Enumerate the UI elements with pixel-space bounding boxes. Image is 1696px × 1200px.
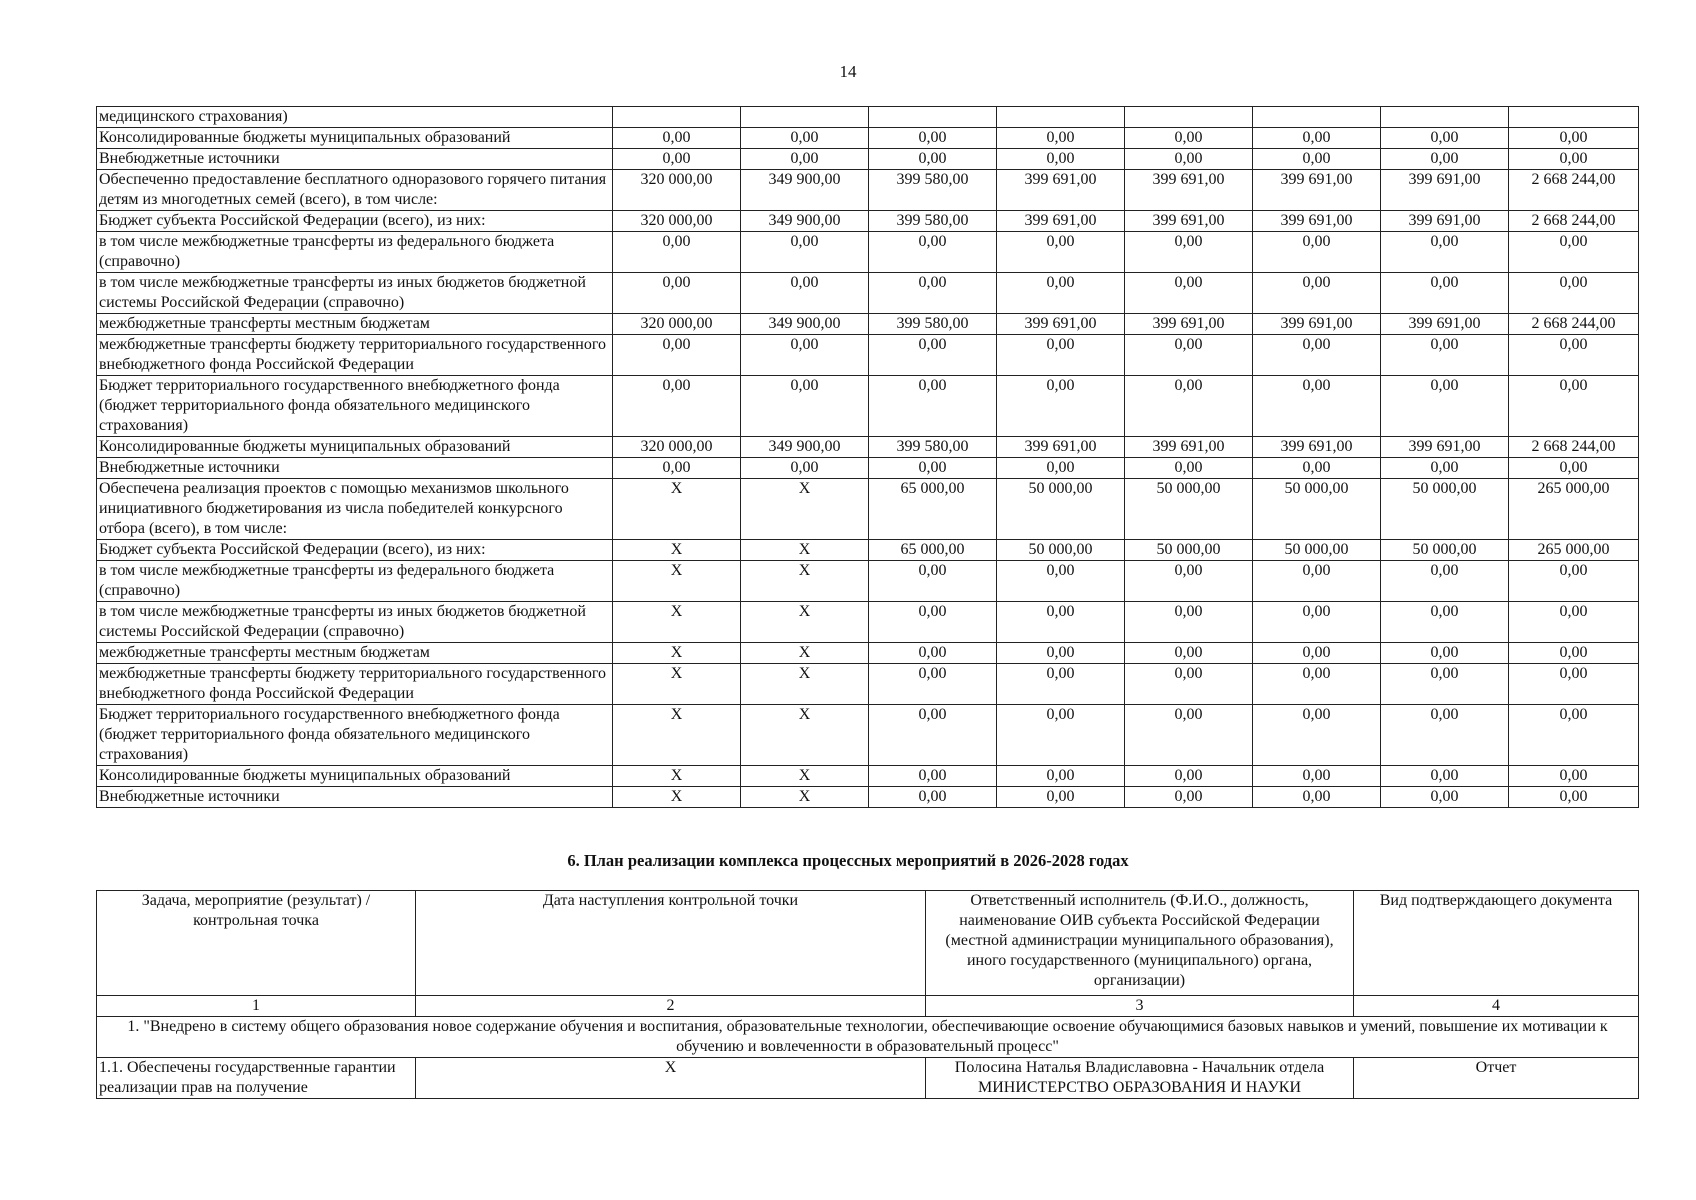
budget-value-cell: 399 691,00 — [1381, 314, 1509, 335]
plan-row-date: X — [416, 1058, 926, 1099]
budget-row — [97, 211, 1639, 232]
budget-value-cell: 0,00 — [869, 335, 997, 376]
budget-value-cell: 0,00 — [1253, 273, 1381, 314]
budget-value-cell: 399 580,00 — [869, 211, 997, 232]
budget-row-label: Бюджет территориального государственного внебюджетного фонда (бюджет территориального фонда обязательного медицинского страхования) — [97, 705, 613, 766]
plan-task-row — [97, 1017, 1639, 1058]
budget-row — [97, 107, 1639, 128]
budget-value-cell: 0,00 — [1125, 458, 1253, 479]
budget-value-cell: X — [741, 479, 869, 540]
budget-value-cell: 0,00 — [613, 335, 741, 376]
budget-value-cell: 0,00 — [613, 376, 741, 437]
budget-value-cell: 0,00 — [741, 232, 869, 273]
budget-value-cell: 399 691,00 — [1253, 211, 1381, 232]
budget-value-cell: 50 000,00 — [997, 479, 1125, 540]
plan-row-document: Отчет — [1354, 1058, 1639, 1099]
budget-value-cell: 399 691,00 — [997, 314, 1125, 335]
budget-value-cell: X — [613, 787, 741, 808]
budget-row — [97, 766, 1639, 787]
budget-value-cell: 50 000,00 — [1381, 479, 1509, 540]
budget-value-cell: 0,00 — [1509, 561, 1639, 602]
budget-value-cell: 0,00 — [997, 602, 1125, 643]
budget-value-cell — [997, 107, 1125, 128]
budget-row-label: Обеспеченно предоставление бесплатного одноразового горячего питания детям из многодетных семей (всего), в том числе: — [97, 170, 613, 211]
budget-value-cell: 0,00 — [1509, 149, 1639, 170]
budget-value-cell: X — [613, 705, 741, 766]
budget-value-cell: 2 668 244,00 — [1509, 170, 1639, 211]
budget-value-cell: 399 691,00 — [1381, 170, 1509, 211]
budget-value-cell: 0,00 — [1253, 561, 1381, 602]
header-task: Задача, мероприятие (результат) / контрольная точка — [97, 891, 416, 996]
budget-value-cell: 0,00 — [741, 273, 869, 314]
budget-value-cell: X — [613, 643, 741, 664]
budget-value-cell: X — [741, 766, 869, 787]
budget-row-label: Бюджет территориального государственного внебюджетного фонда (бюджет территориального фонда обязательного медицинского страхования) — [97, 376, 613, 437]
budget-value-cell: 320 000,00 — [613, 170, 741, 211]
budget-value-cell: 0,00 — [1509, 602, 1639, 643]
budget-value-cell: 50 000,00 — [1253, 540, 1381, 561]
budget-row-label: Консолидированные бюджеты муниципальных образований — [97, 437, 613, 458]
budget-value-cell: 0,00 — [1509, 128, 1639, 149]
budget-value-cell: 0,00 — [1253, 335, 1381, 376]
budget-value-cell: 0,00 — [741, 458, 869, 479]
budget-value-cell: 50 000,00 — [997, 540, 1125, 561]
budget-value-cell: 0,00 — [997, 149, 1125, 170]
budget-value-cell: 0,00 — [1381, 128, 1509, 149]
budget-value-cell — [869, 107, 997, 128]
column-number: 3 — [926, 996, 1354, 1017]
budget-value-cell: 50 000,00 — [1125, 540, 1253, 561]
budget-value-cell: 0,00 — [1125, 643, 1253, 664]
budget-value-cell: 0,00 — [869, 643, 997, 664]
budget-value-cell: 399 691,00 — [1125, 437, 1253, 458]
budget-value-cell: 0,00 — [997, 664, 1125, 705]
budget-row-label: в том числе межбюджетные трансферты из иных бюджетов бюджетной системы Российской Федерации (справочно) — [97, 602, 613, 643]
budget-value-cell: 65 000,00 — [869, 540, 997, 561]
budget-value-cell: 0,00 — [741, 128, 869, 149]
budget-table — [96, 106, 1639, 808]
budget-value-cell: 399 691,00 — [1125, 314, 1253, 335]
plan-column-numbers-row — [97, 996, 1639, 1017]
plan-row-executor — [926, 1058, 1354, 1099]
budget-value-cell: 0,00 — [613, 273, 741, 314]
plan-row — [97, 1058, 1639, 1099]
budget-value-cell: 0,00 — [1509, 458, 1639, 479]
budget-row — [97, 376, 1639, 437]
budget-value-cell: 0,00 — [869, 787, 997, 808]
budget-value-cell: 0,00 — [1125, 335, 1253, 376]
budget-row — [97, 128, 1639, 149]
budget-value-cell: 0,00 — [741, 376, 869, 437]
budget-value-cell: 349 900,00 — [741, 170, 869, 211]
budget-row — [97, 335, 1639, 376]
budget-value-cell: 0,00 — [1381, 787, 1509, 808]
page-number: 14 — [839, 62, 857, 81]
budget-value-cell: 399 691,00 — [1253, 170, 1381, 211]
budget-row-label: межбюджетные трансферты бюджету территориального государственного внебюджетного фонда Российской Федерации — [97, 664, 613, 705]
budget-value-cell: 0,00 — [869, 664, 997, 705]
budget-value-cell: 0,00 — [1125, 561, 1253, 602]
budget-value-cell: X — [613, 602, 741, 643]
budget-value-cell: 0,00 — [613, 232, 741, 273]
budget-value-cell: 0,00 — [869, 766, 997, 787]
budget-value-cell: 0,00 — [869, 458, 997, 479]
budget-row-label: Внебюджетные источники — [97, 458, 613, 479]
budget-row — [97, 787, 1639, 808]
budget-value-cell — [1509, 107, 1639, 128]
budget-value-cell: 0,00 — [1381, 376, 1509, 437]
budget-value-cell: 399 580,00 — [869, 314, 997, 335]
header-executor: Ответственный исполнитель (Ф.И.О., должность, наименование ОИВ субъекта Российской Федерации (местной администрации муниципального образования), иного государственного (муниципального) органа, организации) — [926, 891, 1354, 996]
budget-value-cell: 0,00 — [997, 376, 1125, 437]
budget-value-cell: X — [741, 540, 869, 561]
budget-value-cell: 0,00 — [741, 335, 869, 376]
budget-value-cell: 0,00 — [1125, 128, 1253, 149]
budget-value-cell: 0,00 — [997, 766, 1125, 787]
budget-value-cell: 349 900,00 — [741, 437, 869, 458]
budget-value-cell: 399 691,00 — [997, 170, 1125, 211]
budget-value-cell: 0,00 — [1381, 602, 1509, 643]
budget-value-cell: 0,00 — [1509, 376, 1639, 437]
budget-value-cell: 0,00 — [1509, 273, 1639, 314]
budget-value-cell: 399 691,00 — [1125, 211, 1253, 232]
budget-value-cell: 50 000,00 — [1381, 540, 1509, 561]
budget-value-cell: X — [741, 643, 869, 664]
budget-value-cell: 320 000,00 — [613, 314, 741, 335]
budget-value-cell — [1381, 107, 1509, 128]
budget-value-cell: 0,00 — [1509, 787, 1639, 808]
budget-value-cell: 0,00 — [1381, 664, 1509, 705]
budget-value-cell: 0,00 — [869, 602, 997, 643]
budget-row-label: межбюджетные трансферты местным бюджетам — [97, 314, 613, 335]
budget-value-cell: 0,00 — [869, 128, 997, 149]
budget-value-cell: 0,00 — [1253, 705, 1381, 766]
budget-value-cell: 0,00 — [1253, 787, 1381, 808]
budget-value-cell: 0,00 — [869, 149, 997, 170]
budget-value-cell: 0,00 — [1381, 643, 1509, 664]
budget-value-cell: 399 691,00 — [1125, 170, 1253, 211]
budget-value-cell: 0,00 — [997, 232, 1125, 273]
budget-value-cell: 0,00 — [1381, 705, 1509, 766]
budget-row-label: Консолидированные бюджеты муниципальных образований — [97, 128, 613, 149]
section-title: 6. План реализации комплекса процессных мероприятий в 2026-2028 годах — [567, 851, 1129, 870]
budget-row-label: межбюджетные трансферты бюджету территориального государственного внебюджетного фонда Российской Федерации — [97, 335, 613, 376]
plan-table — [96, 890, 1639, 1099]
budget-value-cell: 0,00 — [1381, 232, 1509, 273]
budget-row-label: Внебюджетные источники — [97, 149, 613, 170]
budget-value-cell: 0,00 — [1125, 273, 1253, 314]
budget-value-cell: 349 900,00 — [741, 314, 869, 335]
budget-value-cell: 0,00 — [997, 787, 1125, 808]
budget-value-cell: 0,00 — [1253, 766, 1381, 787]
budget-value-cell: X — [741, 787, 869, 808]
budget-value-cell: X — [613, 561, 741, 602]
budget-row — [97, 643, 1639, 664]
budget-value-cell: X — [613, 766, 741, 787]
executor-line: МИНИСТЕРСТВО ОБРАЗОВАНИЯ И НАУКИ — [977, 1079, 1301, 1096]
budget-value-cell: 0,00 — [1253, 664, 1381, 705]
budget-row — [97, 437, 1639, 458]
budget-row — [97, 602, 1639, 643]
budget-value-cell: 399 691,00 — [997, 437, 1125, 458]
budget-value-cell: 0,00 — [1253, 458, 1381, 479]
budget-value-cell: 0,00 — [1509, 232, 1639, 273]
budget-value-cell: 0,00 — [1509, 766, 1639, 787]
budget-value-cell: 50 000,00 — [1125, 479, 1253, 540]
budget-value-cell: 0,00 — [997, 643, 1125, 664]
budget-value-cell: 0,00 — [997, 273, 1125, 314]
budget-value-cell: 399 691,00 — [1253, 437, 1381, 458]
budget-value-cell: 2 668 244,00 — [1509, 314, 1639, 335]
budget-value-cell: 0,00 — [1509, 664, 1639, 705]
budget-value-cell: 0,00 — [613, 128, 741, 149]
budget-value-cell: 0,00 — [997, 705, 1125, 766]
budget-row-label: в том числе межбюджетные трансферты из федерального бюджета (справочно) — [97, 561, 613, 602]
budget-value-cell: 0,00 — [869, 561, 997, 602]
budget-value-cell: X — [613, 479, 741, 540]
budget-value-cell: 0,00 — [869, 232, 997, 273]
column-number: 2 — [416, 996, 926, 1017]
budget-value-cell: 0,00 — [1381, 561, 1509, 602]
budget-row — [97, 314, 1639, 335]
budget-value-cell: 0,00 — [613, 149, 741, 170]
budget-value-cell: 349 900,00 — [741, 211, 869, 232]
budget-row-label: медицинского страхования) — [97, 107, 613, 128]
budget-value-cell: 320 000,00 — [613, 211, 741, 232]
plan-row-name: 1.1. Обеспечены государственные гарантии реализации прав на получение — [97, 1058, 416, 1099]
budget-value-cell: 399 580,00 — [869, 170, 997, 211]
column-number: 1 — [97, 996, 416, 1017]
budget-value-cell: 0,00 — [1509, 705, 1639, 766]
header-document: Вид подтверждающего документа — [1354, 891, 1639, 996]
budget-value-cell: 0,00 — [1125, 376, 1253, 437]
budget-value-cell: X — [741, 561, 869, 602]
budget-value-cell: 0,00 — [1381, 273, 1509, 314]
budget-value-cell: 2 668 244,00 — [1509, 437, 1639, 458]
budget-value-cell: 50 000,00 — [1253, 479, 1381, 540]
budget-value-cell: 0,00 — [1125, 787, 1253, 808]
budget-row-label: в том числе межбюджетные трансферты из иных бюджетов бюджетной системы Российской Федерации (справочно) — [97, 273, 613, 314]
budget-value-cell: 399 580,00 — [869, 437, 997, 458]
budget-row — [97, 170, 1639, 211]
budget-row — [97, 664, 1639, 705]
budget-value-cell: 320 000,00 — [613, 437, 741, 458]
budget-value-cell: 0,00 — [997, 561, 1125, 602]
budget-value-cell — [741, 107, 869, 128]
budget-row — [97, 479, 1639, 540]
budget-value-cell: 0,00 — [1125, 705, 1253, 766]
column-number: 4 — [1354, 996, 1639, 1017]
budget-value-cell: 0,00 — [869, 376, 997, 437]
budget-value-cell: 0,00 — [1253, 643, 1381, 664]
budget-value-cell: 0,00 — [1381, 149, 1509, 170]
plan-header-row — [97, 891, 1639, 996]
budget-value-cell — [613, 107, 741, 128]
budget-row-label: Бюджет субъекта Российской Федерации (всего), из них: — [97, 540, 613, 561]
budget-value-cell: X — [741, 664, 869, 705]
budget-value-cell: 0,00 — [1253, 149, 1381, 170]
budget-row — [97, 149, 1639, 170]
budget-value-cell: 0,00 — [1381, 766, 1509, 787]
budget-row — [97, 273, 1639, 314]
budget-value-cell: 0,00 — [997, 458, 1125, 479]
budget-value-cell: 265 000,00 — [1509, 479, 1639, 540]
budget-value-cell: X — [613, 540, 741, 561]
budget-value-cell: 2 668 244,00 — [1509, 211, 1639, 232]
budget-value-cell: 0,00 — [997, 128, 1125, 149]
budget-row-label: Бюджет субъекта Российской Федерации (всего), из них: — [97, 211, 613, 232]
header-date: Дата наступления контрольной точки — [416, 891, 926, 996]
budget-row-label: Внебюджетные источники — [97, 787, 613, 808]
budget-row — [97, 458, 1639, 479]
budget-value-cell: 399 691,00 — [1381, 437, 1509, 458]
budget-row — [97, 540, 1639, 561]
budget-value-cell: 0,00 — [1253, 232, 1381, 273]
budget-value-cell: 0,00 — [1125, 664, 1253, 705]
budget-row — [97, 705, 1639, 766]
budget-value-cell: 0,00 — [1253, 602, 1381, 643]
budget-value-cell: 0,00 — [1381, 335, 1509, 376]
budget-value-cell: 399 691,00 — [997, 211, 1125, 232]
budget-value-cell: X — [613, 664, 741, 705]
budget-value-cell: 0,00 — [1125, 766, 1253, 787]
budget-value-cell: 0,00 — [1509, 643, 1639, 664]
budget-row — [97, 232, 1639, 273]
budget-value-cell: 0,00 — [997, 335, 1125, 376]
budget-value-cell: 0,00 — [1125, 232, 1253, 273]
budget-value-cell: X — [741, 705, 869, 766]
budget-value-cell: 265 000,00 — [1509, 540, 1639, 561]
budget-value-cell: 0,00 — [869, 705, 997, 766]
budget-value-cell: 0,00 — [741, 149, 869, 170]
budget-value-cell: 0,00 — [1253, 376, 1381, 437]
budget-row — [97, 561, 1639, 602]
budget-value-cell: X — [741, 602, 869, 643]
budget-value-cell: 399 691,00 — [1253, 314, 1381, 335]
budget-row-label: в том числе межбюджетные трансферты из федерального бюджета (справочно) — [97, 232, 613, 273]
budget-row-label: межбюджетные трансферты местным бюджетам — [97, 643, 613, 664]
budget-value-cell: 0,00 — [1125, 149, 1253, 170]
budget-value-cell — [1253, 107, 1381, 128]
task-title: 1. "Внедрено в систему общего образования новое содержание обучения и воспитания, образовательные технологии, обеспечивающие освоение обучающимися базовых навыков и умений, повышение их мотивации к обучению и вовлеченности в образовательный процесс" — [97, 1017, 1639, 1058]
budget-value-cell: 0,00 — [869, 273, 997, 314]
budget-row-label: Консолидированные бюджеты муниципальных образований — [97, 766, 613, 787]
budget-value-cell: 0,00 — [1509, 335, 1639, 376]
budget-row-label: Обеспечена реализация проектов с помощью механизмов школьного инициативного бюджетирования из числа победителей конкурсного отбора (всего), в том числе: — [97, 479, 613, 540]
budget-value-cell: 399 691,00 — [1381, 211, 1509, 232]
budget-value-cell: 0,00 — [613, 458, 741, 479]
budget-value-cell — [1125, 107, 1253, 128]
budget-value-cell: 0,00 — [1253, 128, 1381, 149]
budget-value-cell: 0,00 — [1125, 602, 1253, 643]
budget-value-cell: 65 000,00 — [869, 479, 997, 540]
budget-value-cell: 0,00 — [1381, 458, 1509, 479]
executor-line: Полосина Наталья Владиславовна - Начальник отдела — [954, 1059, 1325, 1076]
